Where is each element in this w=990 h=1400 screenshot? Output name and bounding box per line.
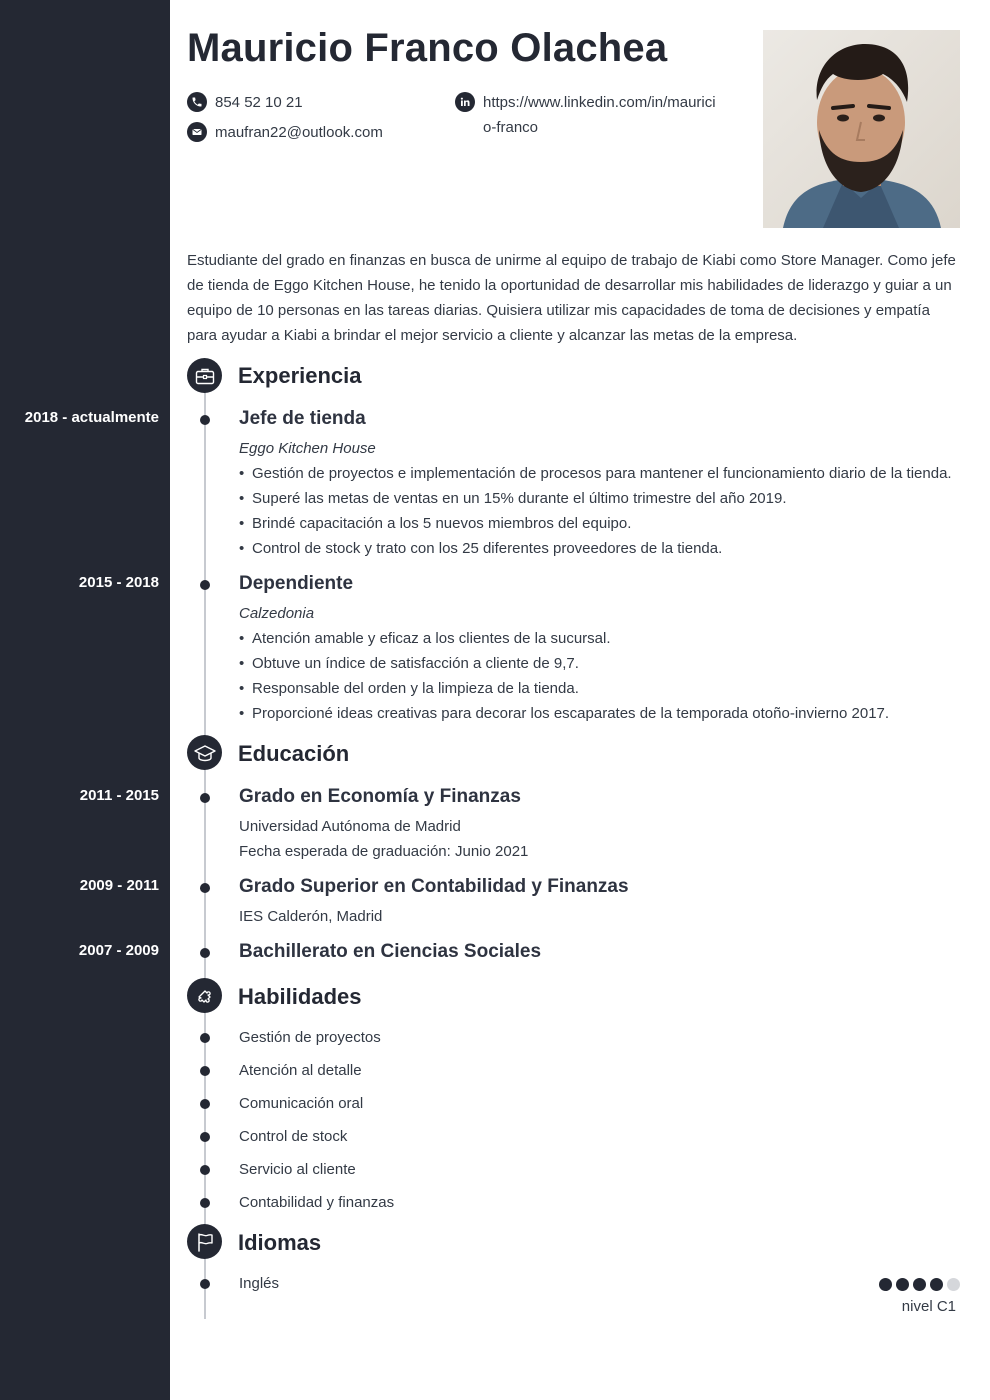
level-dot-filled — [879, 1278, 892, 1291]
phone-contact — [187, 90, 303, 115]
job-bullet: • Atención amable y eficaz a los clientes de la sucursal. — [239, 626, 961, 651]
level-dot-filled — [896, 1278, 909, 1291]
education-section-icon — [187, 735, 222, 770]
timeline-dot — [200, 1066, 210, 1076]
job-bullet: • Responsable del orden y la limpieza de la tienda. — [239, 676, 961, 701]
sidebar — [0, 0, 170, 1400]
timeline-dot — [200, 1099, 210, 1109]
job-bullet: • Control de stock y trato con los 25 diferentes proveedores de la tienda. — [239, 536, 961, 561]
job-bullet: • Proporcioné ideas creativas para decorar los escaparates de la temporada otoño-invierno 2017. — [239, 701, 961, 726]
school-name: IES Calderón, Madrid — [239, 908, 383, 925]
job-date: 2018 - actualmente — [24, 409, 159, 426]
job-bullet: • Brindé capacitación a los 5 nuevos miembros del equipo. — [239, 511, 961, 536]
language-name: Inglés — [239, 1275, 280, 1292]
email-contact — [187, 120, 383, 145]
puzzle-icon — [195, 986, 215, 1006]
school-name: Universidad Autónoma de Madrid — [239, 818, 461, 835]
profile-summary: Estudiante del grado en finanzas en busca de unirme al equipo de trabajo de Kiabi como Store Manager. Como jefe de tienda de Eggo Kitchen House, he tenido la oportunidad de desarrollar mis habilidades de liderazgo y guiar a un equipo de 10 personas en las tareas diarias. Quisiera utilizar mis capacidades de toma de decisiones y empatía para ayudar a Kiabi a brindar el mejor servicio a cliente y alcanzar las metas de la empresa. — [187, 252, 956, 344]
linkedin-link[interactable] — [483, 90, 716, 140]
timeline-dot — [200, 580, 210, 590]
skill-item: Control de stock — [239, 1128, 348, 1145]
timeline-dot — [200, 1033, 210, 1043]
briefcase-icon — [195, 367, 215, 385]
email-text[interactable]: maufran22@outlook.com — [215, 124, 383, 141]
skill-item: Gestión de proyectos — [239, 1029, 381, 1046]
envelope-icon — [187, 122, 207, 142]
candidate-name: Mauricio Franco Olachea — [187, 26, 668, 70]
job-title: Jefe de tienda — [239, 408, 366, 429]
timeline-dot — [200, 1198, 210, 1208]
education-date: 2011 - 2015 — [79, 787, 159, 804]
experience-section-icon — [187, 358, 222, 393]
skill-item: Contabilidad y finanzas — [239, 1194, 395, 1211]
timeline-dot — [200, 1279, 210, 1289]
profile-photo — [763, 30, 960, 228]
job-bullet: • Gestión de proyectos e implementación de procesos para mantener el funcionamiento diario de la tienda. — [239, 461, 961, 486]
timeline-dot — [200, 948, 210, 958]
level-dot-filled — [930, 1278, 943, 1291]
timeline-dot — [200, 1132, 210, 1142]
degree-title: Grado Superior en Contabilidad y Finanzas — [239, 876, 629, 897]
skill-item: Atención al detalle — [239, 1062, 362, 1079]
timeline-dot — [200, 793, 210, 803]
degree-title: Bachillerato en Ciencias Sociales — [239, 941, 542, 962]
skills-section-icon — [187, 978, 222, 1013]
language-level-label: nivel C1 — [901, 1298, 956, 1315]
experience-heading: Experiencia — [238, 363, 362, 388]
job-bullets — [239, 626, 961, 726]
language-level-rating — [879, 1278, 960, 1291]
job-company: Eggo Kitchen House — [239, 440, 376, 457]
degree-title: Grado en Economía y Finanzas — [239, 786, 521, 807]
timeline-dot — [200, 1165, 210, 1175]
job-bullet: • Superé las metas de ventas en un 15% durante el último trimestre del año 2019. — [239, 486, 961, 511]
languages-section-icon — [187, 1224, 222, 1259]
job-company: Calzedonia — [239, 605, 315, 622]
timeline-dot — [200, 883, 210, 893]
job-title: Dependiente — [239, 573, 354, 594]
job-bullet: • Obtuve un índice de satisfacción a cliente de 9,7. — [239, 651, 961, 676]
skill-item: Servicio al cliente — [239, 1161, 356, 1178]
flag-icon — [196, 1232, 214, 1252]
job-bullets — [239, 461, 961, 561]
linkedin-line-2: o-franco — [483, 119, 539, 136]
level-dot-filled — [913, 1278, 926, 1291]
graduation-note: Fecha esperada de graduación: Junio 2021 — [239, 843, 529, 860]
languages-heading: Idiomas — [238, 1230, 322, 1255]
phone-text: 854 52 10 21 — [215, 94, 303, 111]
linkedin-line-1: https://www.linkedin.com/in/maurici — [483, 94, 716, 111]
education-date: 2009 - 2011 — [79, 877, 159, 894]
timeline-dot — [200, 415, 210, 425]
level-dot-empty — [947, 1278, 960, 1291]
graduation-cap-icon — [194, 744, 216, 762]
linkedin-contact — [455, 90, 716, 140]
skills-heading: Habilidades — [238, 984, 362, 1009]
skill-item: Comunicación oral — [239, 1095, 364, 1112]
timeline-line — [204, 376, 206, 1319]
job-date: 2015 - 2018 — [78, 574, 159, 591]
education-date: 2007 - 2009 — [78, 942, 159, 959]
education-heading: Educación — [238, 741, 350, 766]
phone-icon — [187, 92, 207, 112]
linkedin-icon — [455, 92, 475, 112]
